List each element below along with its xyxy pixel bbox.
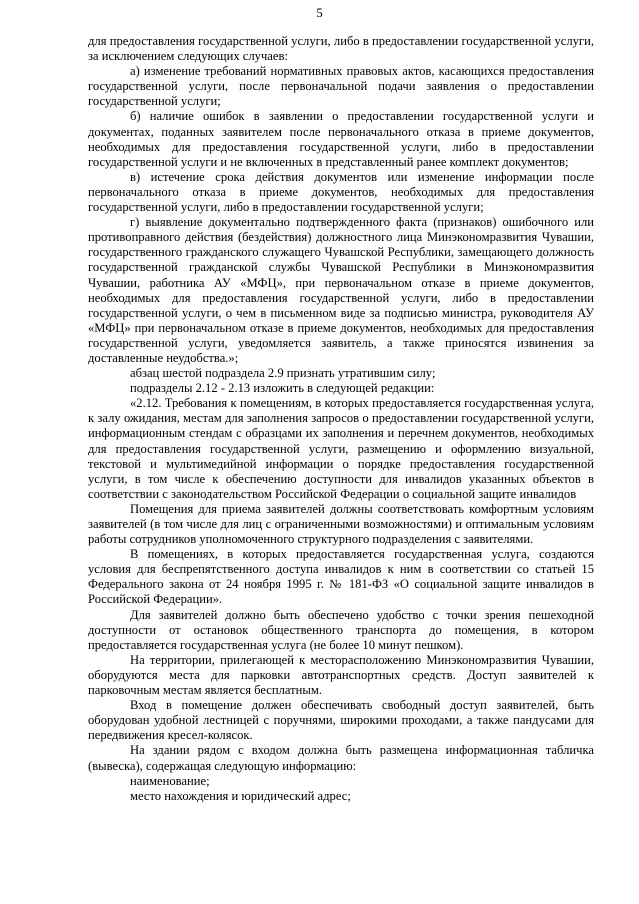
paragraph-parking: На территории, прилегающей к месторасположению Минэкономразвития Чувашии, оборудуются места для парковки автотранспортных средств. Доступ заявителей к парковочным местам является бесплатным. bbox=[88, 652, 594, 698]
paragraph-item-v: в) истечение срока действия документов или изменение информации после первоначального отказа в приеме документов, необходимых для предоставления государственной услуги, либо в предоставлении государственной услуги; bbox=[88, 169, 594, 215]
paragraph-entrance: Вход в помещение должен обеспечивать свободный доступ заявителей, быть оборудован удобной лестницей с поручнями, широкими проходами, а также пандусами для передвижения кресел-колясок. bbox=[88, 698, 594, 743]
list-item-address: место нахождения и юридический адрес; bbox=[130, 788, 351, 803]
paragraph-item-b: б) наличие ошибок в заявлении о предоставлении государственной услуги и документах, поданных заявителем после первоначального отказа в приеме документов, необходимых для предоставления государственной услуги, либо в предоставлении государственной услуги и не включенных в представленный ранее комплект документов; bbox=[88, 109, 594, 169]
paragraph-item-g: г) выявление документально подтвержденного факта (признаков) ошибочного или противоправного действия (бездействия) должностного лица Минэкономразвития Чувашии, государственного гражданского служащего Чувашской Республики, замещающего должность государственной гражданской службы Чувашской Республики в Минэкономразвития Чувашии, работника АУ «МФЦ», при первоначальном отказе в приеме документов, необходимых для предоставления государственной услуги, либо в предоставлении государственной услуги, о чем в письменном виде за подписью министра, руководителя АУ «МФЦ» при первоначальном отказе в приеме документов, необходимых для предоставления государственной услуги, уведомляется заявитель, а также приносятся извинения за доставленные неудобства.»; bbox=[88, 215, 594, 365]
document-body bbox=[88, 34, 594, 804]
paragraph-item-a: а) изменение требований нормативных правовых актов, касающихся предоставления государственной услуги, после первоначальной подачи заявления о предоставлении государственной услуги; bbox=[88, 64, 594, 109]
paragraph-walking-distance: Для заявителей должно быть обеспечено удобство с точки зрения пешеходной доступности от остановок общественного транспорта до помещения, в котором предоставляется государственная услуга (не более 10 минут пешком). bbox=[88, 607, 594, 652]
paragraph-premises-requirements: Помещения для приема заявителей должны соответствовать комфортным условиям заявителей (в том числе для лиц с ограниченными возможностями) и оптимальным условиям работы сотрудников уполномоченного структурного подразделения с заявителями. bbox=[88, 501, 594, 547]
paragraph-amendment-2-12: подразделы 2.12 - 2.13 изложить в следующей редакции: bbox=[130, 381, 435, 396]
paragraph-amendment-2-9: абзац шестой подраздела 2.9 признать утратившим силу; bbox=[130, 366, 436, 381]
paragraph-signboard: На здании рядом с входом должна быть размещена информационная табличка (вывеска), содержащая следующую информацию: bbox=[88, 743, 594, 773]
paragraph-continuation: для предоставления государственной услуги, либо в предоставлении государственной услуги, за исключением следующих случаев: bbox=[88, 34, 594, 64]
page-number: 5 bbox=[316, 6, 323, 20]
list-item-name: наименование; bbox=[130, 773, 210, 788]
paragraph-accessibility: В помещениях, в которых предоставляется государственная услуга, создаются условия для беспрепятственного доступа инвалидов к ним в соответствии со статьей 15 Федерального закона от 24 ноября 1995 г. № 181-ФЗ «О социальной защите инвалидов в Российской Федерации». bbox=[88, 547, 594, 607]
paragraph-section-2-12-heading: «2.12. Требования к помещениям, в которых предоставляется государственная услуга, к залу ожидания, местам для заполнения запросов о предоставлении государственной услуги, информационным стендам с образцами их заполнения и перечнем документов, необходимых для предоставления государственной услуги, размещению и оформлению визуальной, текстовой и мультимедийной информации о порядке предоставления государственной услуги, в том числе к обеспечению доступности для инвалидов указанных объектов в соответствии с законодательством Российской Федерации о социальной защите инвалидов bbox=[88, 396, 594, 501]
